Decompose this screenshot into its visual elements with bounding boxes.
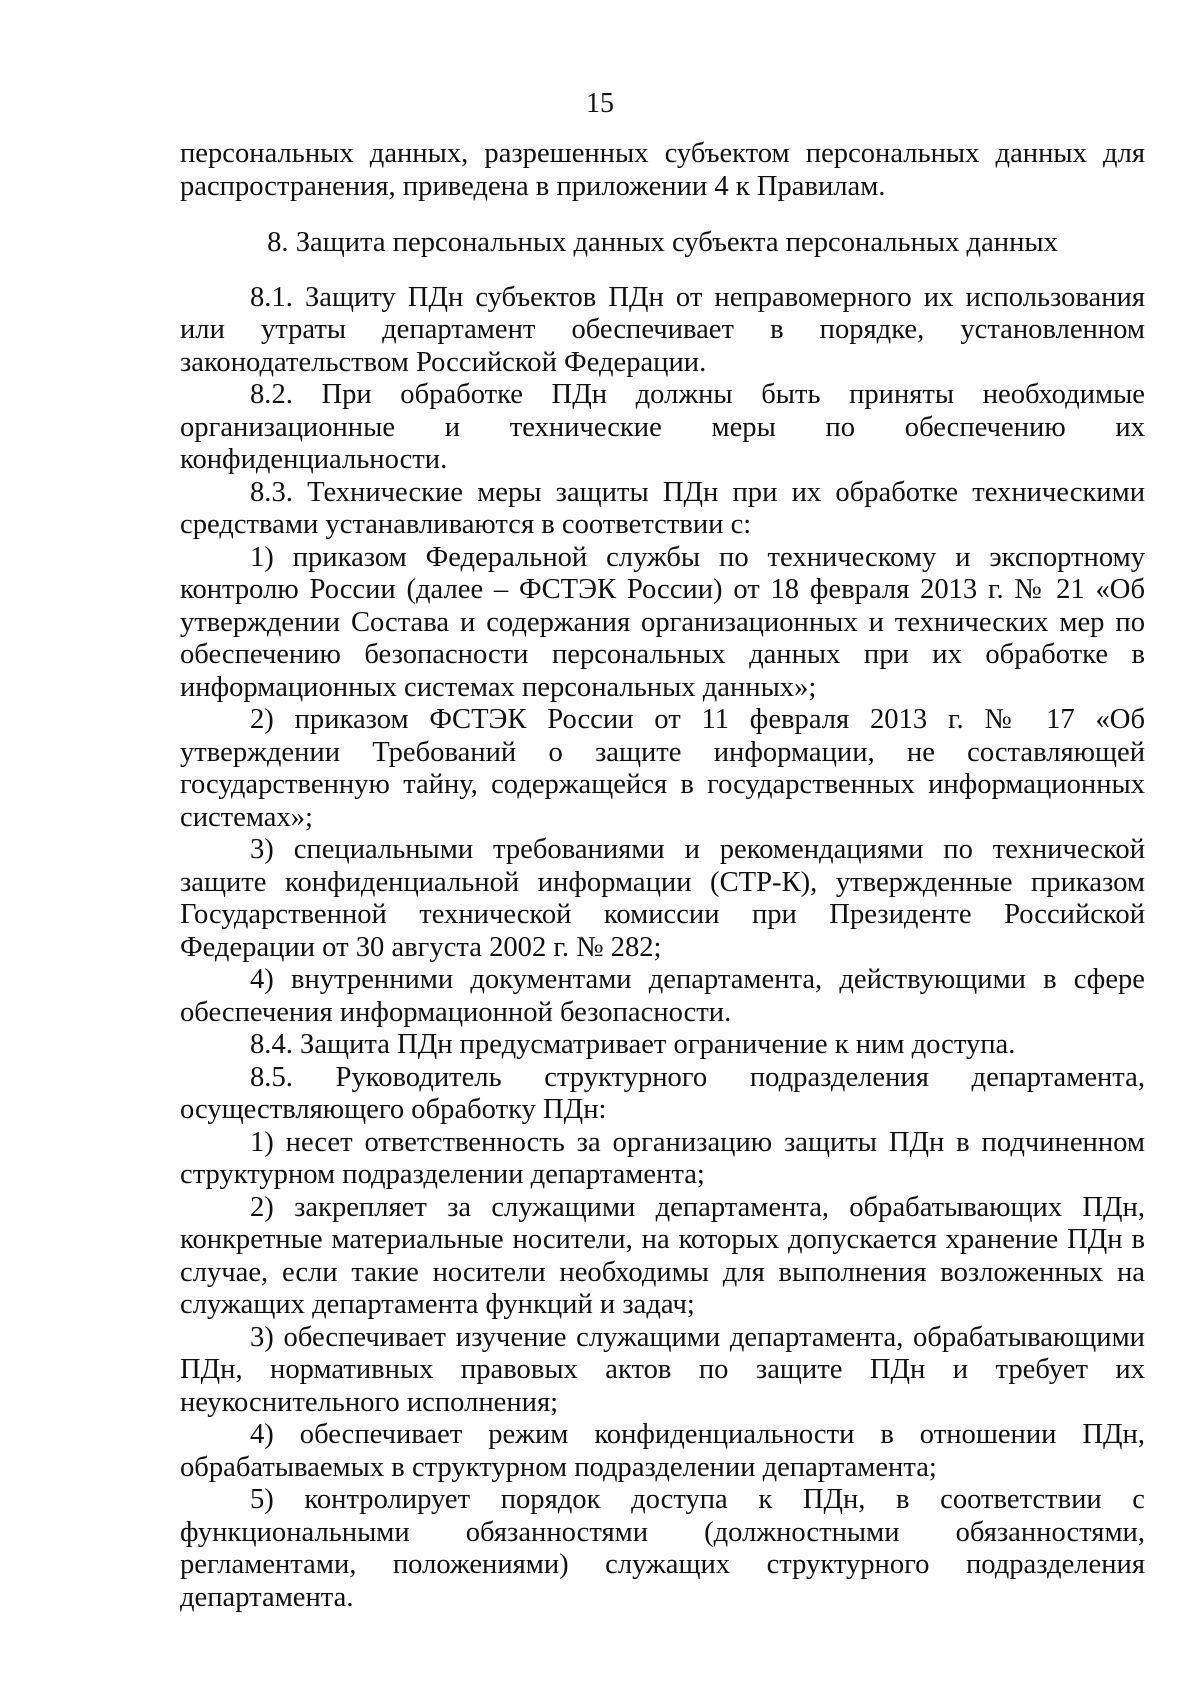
- section-heading: 8. Защита персональных данных субъекта персональных данных: [267, 227, 1058, 258]
- list-item-8-3-4: 4) внутренними документами департамента, действующими в сфере обеспечения информационной безопасности.: [180, 964, 1145, 1028]
- list-item-8-5-5: 5) контролирует порядок доступа к ПДн, в соответствии с функциональными обязанностями (должностными обязанностями, регламентами, положениями) служащих структурного подразделения департамента.: [180, 1484, 1145, 1613]
- list-item-8-5-3: 3) обеспечивает изучение служащими департамента, обрабатывающими ПДн, нормативных правовых актов по защите ПДн и требует их неукоснительного исполнения;: [180, 1321, 1145, 1418]
- list-item-8-5-2: 2) закрепляет за служащими департамента, обрабатывающих ПДн, конкретные материальные носители, на которых допускается хранение ПДн в случае, если такие носители необходимы для выполнения возложенных на служащих департамента функций и задач;: [180, 1191, 1145, 1320]
- list-item-8-5-4: 4) обеспечивает режим конфиденциальности в отношении ПДн, обрабатываемых в структурном подразделении департамента;: [180, 1419, 1145, 1483]
- continuation-paragraph: персональных данных, разрешенных субъектом персональных данных для распространения, приведена в приложении 4 к Правилам.: [180, 138, 1145, 202]
- list-item-8-3-1: 1) приказом Федеральной службы по техническому и экспортному контролю России (далее – ФСТЭК России) от 18 февраля 2013 г. № 21 «Об утверждении Состава и содержания организационных и технических мер по обеспечению безопасности персональных данных при их обработке в информационных системах персональных данных»;: [180, 541, 1145, 703]
- page-number: 15: [586, 88, 614, 119]
- paragraph-8-5: 8.5. Руководитель структурного подразделения департамента, осуществляющего обработку ПДн:: [180, 1061, 1145, 1125]
- list-item-8-3-2: 2) приказом ФСТЭК России от 11 февраля 2013 г. № 17 «Об утверждении Требований о защите информации, не составляющей государственную тайну, содержащейся в государственных информационных системах»;: [180, 704, 1145, 833]
- paragraph-8-2: 8.2. При обработке ПДн должны быть приняты необходимые организационные и технические меры по обеспечению их конфиденциальности.: [180, 379, 1145, 475]
- paragraph-8-1: 8.1. Защиту ПДн субъектов ПДн от неправомерного их использования или утраты департамент обеспечивает в порядке, установленном законодательством Российской Федерации.: [180, 281, 1145, 378]
- page-content: [180, 138, 1145, 1614]
- list-item-8-5-1: 1) несет ответственность за организацию защиты ПДн в подчиненном структурном подразделении департамента;: [180, 1126, 1145, 1190]
- paragraph-8-3: 8.3. Технические меры защиты ПДн при их обработке техническими средствами устанавливаются в соответствии с:: [180, 476, 1145, 540]
- paragraph-8-4: 8.4. Защита ПДн предусматривает ограничение к ним доступа.: [250, 1029, 1016, 1060]
- list-item-8-3-3: 3) специальными требованиями и рекомендациями по технической защите конфиденциальной информации (СТР-К), утвержденные приказом Государственной технической комиссии при Президенте Российской Федерации от 30 августа 2002 г. № 282;: [180, 834, 1145, 963]
